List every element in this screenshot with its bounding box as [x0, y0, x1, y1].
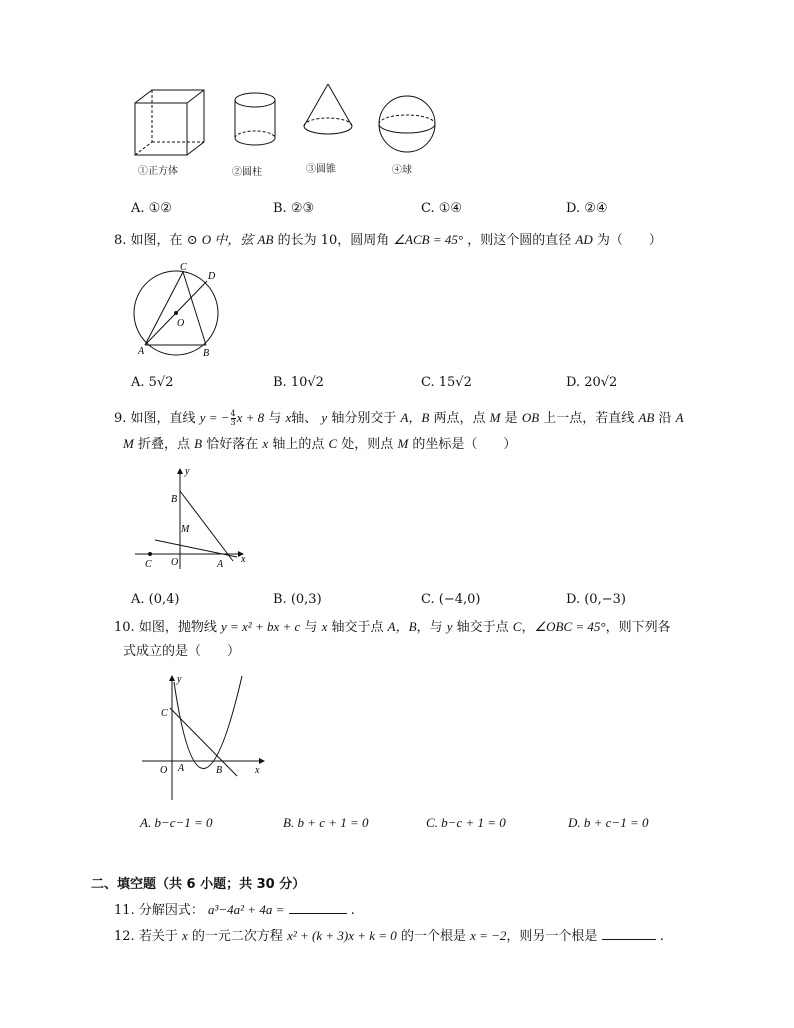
q10-option-b[interactable]: B. b + c + 1 = 0: [283, 815, 369, 830]
q7-option-a[interactable]: A. ①②: [131, 201, 172, 216]
q9-graph-figure: [133, 465, 253, 575]
cone-figure: [300, 82, 356, 148]
q8-label-d: D: [208, 271, 216, 282]
q10-option-c[interactable]: C. b−c + 1 = 0: [426, 815, 506, 830]
q12-stem: 12. 若关于 x 的一元二次方程 x² + (k + 3)x + k = 0 的一个根是 x = −2，则另一个根是 .: [114, 928, 664, 944]
q10-label-a: A: [178, 763, 185, 774]
q7-option-b[interactable]: B. ②③: [273, 201, 315, 216]
q7-option-d[interactable]: D. ②④: [566, 201, 608, 216]
q10-label-o: O: [160, 765, 168, 776]
q9-option-d[interactable]: D. (0,−3): [566, 592, 626, 607]
q11-stem: 11. 分解因式： a³−4a² + 4a = .: [114, 902, 355, 918]
q9-stem-line2: M 折叠，点 B 恰好落在 x 轴上的点 C 处，则点 M 的坐标是（ ）: [123, 436, 517, 452]
q8-option-c[interactable]: C. 15√2: [421, 375, 472, 390]
cube-figure: [130, 88, 210, 158]
cube-label: ①正方体: [138, 166, 178, 177]
q10-parabola-figure: [140, 672, 270, 804]
section-2-title: 二、填空题（共 6 小题；共 30 分）: [91, 877, 306, 892]
q9-label-a: A: [217, 559, 224, 570]
q8-label-b: B: [203, 348, 210, 359]
cylinder-figure: [231, 92, 281, 154]
q9-stem-line1: 9. 如图，直线 y = − $\frac{4}{3}$ x + 8 与 x轴、 y 轴分别交于 A，B 两点，点 M 是 OB 上一点，若直线 AB 沿 A: [114, 409, 684, 427]
q8-label-o: O: [177, 318, 185, 329]
q9-label-b: B: [171, 494, 178, 505]
q8-option-b[interactable]: B. 10√2: [273, 375, 324, 390]
q9-label-m: M: [181, 524, 190, 535]
q10-label-y: y: [177, 674, 182, 685]
q9-label-c: C: [145, 559, 152, 570]
q10-stem-line2: 式成立的是（ ）: [123, 644, 241, 659]
q7-option-c[interactable]: C. ①④: [421, 201, 463, 216]
q9-option-b[interactable]: B. (0,3): [273, 592, 322, 607]
q9-option-c[interactable]: C. (−4,0): [421, 592, 481, 607]
q10-option-a[interactable]: A. b−c−1 = 0: [140, 815, 213, 830]
q8-option-a[interactable]: A. 5√2: [131, 375, 174, 390]
sphere-label: ④球: [392, 165, 412, 176]
q8-option-d[interactable]: D. 20√2: [566, 375, 618, 390]
q8-label-c: C: [180, 262, 187, 273]
q9-label-y: y: [185, 466, 190, 477]
q9-label-o: O: [171, 557, 179, 568]
q9-option-a[interactable]: A. (0,4): [131, 592, 180, 607]
cone-label: ③圆锥: [306, 164, 336, 175]
q8-label-a: A: [138, 346, 145, 357]
q10-label-c: C: [161, 708, 168, 719]
q10-option-d[interactable]: D. b + c−1 = 0: [568, 815, 649, 830]
q10-stem-line1: 10. 如图，抛物线 y = x² + bx + c 与 x 轴交于点 A，B，与 y 轴交于点 C，∠OBC = 45°，则下列各: [114, 619, 671, 635]
q10-label-b: B: [216, 765, 223, 776]
q10-label-x: x: [255, 765, 260, 776]
q11-answer-blank[interactable]: [289, 901, 347, 914]
sphere-figure: [375, 94, 441, 154]
q12-answer-blank[interactable]: [602, 927, 656, 940]
q9-label-x: x: [241, 554, 246, 565]
q8-circle-figure: [128, 262, 228, 362]
cylinder-label: ②圆柱: [232, 167, 262, 178]
q8-stem: 8. 如图，在 ⊙ O 中，弦 AB 的长为 10，圆周角 ∠ACB = 45° ，则这个圆的直径 AD 为（ ）: [114, 232, 662, 248]
